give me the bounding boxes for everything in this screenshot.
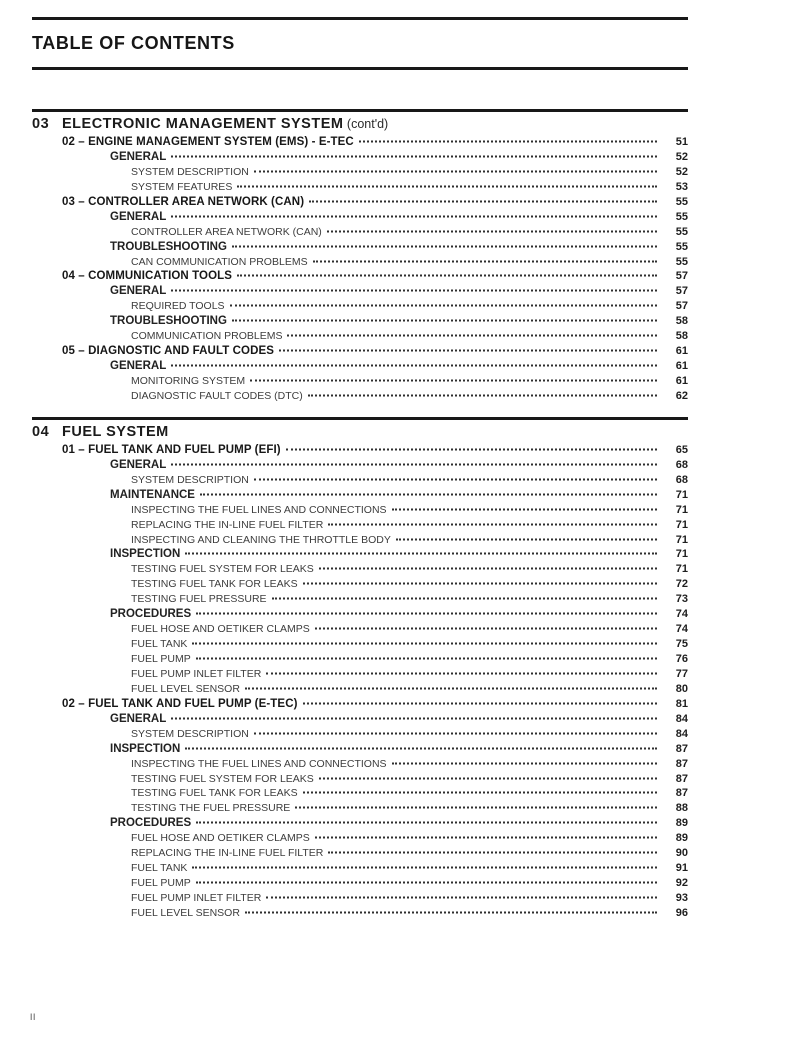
dotted-leader xyxy=(245,687,657,689)
toc-entry xyxy=(32,473,688,488)
entry-label: FUEL HOSE AND OETIKER CLAMPS xyxy=(131,832,310,845)
dotted-leader xyxy=(392,762,657,764)
dotted-leader xyxy=(171,463,657,465)
entry-page: 68 xyxy=(675,458,688,471)
toc-entry xyxy=(32,150,688,165)
dotted-leader xyxy=(313,260,657,262)
section-title-wrap xyxy=(62,422,169,442)
toc-entry xyxy=(32,547,688,562)
toc-entry xyxy=(32,667,688,682)
entry-label: PROCEDURES xyxy=(110,608,192,621)
dotted-leader xyxy=(171,365,657,367)
toc-entry xyxy=(32,458,688,473)
toc-entry xyxy=(32,876,688,891)
entry-page: 91 xyxy=(675,862,688,875)
entry-label: FUEL HOSE AND OETIKER CLAMPS xyxy=(131,623,310,636)
entry-page: 87 xyxy=(675,742,688,755)
dotted-leader xyxy=(196,613,657,615)
section-entries xyxy=(32,443,688,921)
toc-entry xyxy=(32,359,688,374)
toc-entry xyxy=(32,210,688,225)
entry-label: MAINTENANCE xyxy=(110,488,195,501)
dotted-leader xyxy=(171,717,657,719)
entry-page: 89 xyxy=(675,817,688,830)
entry-page: 80 xyxy=(675,682,688,695)
dotted-leader xyxy=(171,215,657,217)
entry-label: 02 – FUEL TANK AND FUEL PUMP (E-TEC) xyxy=(62,697,298,710)
dotted-leader xyxy=(315,628,657,630)
dotted-leader xyxy=(315,837,657,839)
dotted-leader xyxy=(303,702,657,704)
entry-label: PROCEDURES xyxy=(110,817,192,830)
entry-label: 05 – DIAGNOSTIC AND FAULT CODES xyxy=(62,345,275,358)
toc-entry xyxy=(32,637,688,652)
dotted-leader xyxy=(171,155,657,157)
entry-label: FUEL LEVEL SENSOR xyxy=(131,682,240,695)
entry-label: TESTING FUEL PRESSURE xyxy=(131,593,267,606)
dotted-leader xyxy=(309,200,657,202)
entry-page: 71 xyxy=(675,548,688,561)
toc-entry xyxy=(32,831,688,846)
dotted-leader xyxy=(237,275,657,277)
toc-entry xyxy=(32,772,688,787)
entry-page: 92 xyxy=(675,877,688,890)
entry-page: 75 xyxy=(675,638,688,651)
dotted-leader xyxy=(254,732,657,734)
entry-label: REPLACING THE IN-LINE FUEL FILTER xyxy=(131,518,324,531)
toc-entry xyxy=(32,180,688,195)
entry-page: 71 xyxy=(675,533,688,546)
entry-page: 55 xyxy=(675,210,688,223)
toc-entry xyxy=(32,195,688,210)
entry-label: 04 – COMMUNICATION TOOLS xyxy=(62,270,233,283)
dotted-leader xyxy=(266,672,657,674)
dotted-leader xyxy=(254,478,657,480)
entry-label: MONITORING SYSTEM xyxy=(131,375,246,387)
toc-entry xyxy=(32,727,688,742)
entry-label: FUEL TANK xyxy=(131,862,188,875)
entry-label: FUEL PUMP xyxy=(131,877,191,890)
entry-label: FUEL PUMP xyxy=(131,653,191,665)
toc-sections xyxy=(32,109,688,921)
entry-label: SYSTEM DESCRIPTION xyxy=(131,165,249,178)
entry-page: 96 xyxy=(675,906,688,919)
toc-entry xyxy=(32,299,688,314)
entry-page: 61 xyxy=(675,360,688,373)
dotted-leader xyxy=(319,777,657,779)
entry-label: GENERAL xyxy=(110,285,167,298)
section-title: ELECTRONIC MANAGEMENT SYSTEM xyxy=(62,116,344,132)
dotted-leader xyxy=(254,170,657,172)
dotted-leader xyxy=(303,792,657,794)
entry-page: 90 xyxy=(675,847,688,860)
entry-page: 71 xyxy=(675,503,688,516)
dotted-leader xyxy=(272,598,657,600)
section-title-wrap xyxy=(62,114,388,134)
dotted-leader xyxy=(232,320,657,322)
entry-label: REQUIRED TOOLS xyxy=(131,300,225,313)
toc-entry xyxy=(32,592,688,607)
entry-label: 03 – CONTROLLER AREA NETWORK (CAN) xyxy=(62,195,305,208)
entry-label: TESTING FUEL TANK FOR LEAKS xyxy=(131,578,298,591)
entry-page: 58 xyxy=(675,330,688,343)
section-entries xyxy=(32,135,688,404)
toc-entry xyxy=(32,284,688,299)
entry-label: CAN COMMUNICATION PROBLEMS xyxy=(131,255,308,268)
dotted-leader xyxy=(295,807,657,809)
toc-entry xyxy=(32,314,688,329)
toc-entry xyxy=(32,225,688,240)
entry-page: 76 xyxy=(675,653,688,665)
toc-entry xyxy=(32,652,688,667)
entry-page: 52 xyxy=(675,165,688,178)
entry-page: 55 xyxy=(675,240,688,253)
entry-label: FUEL TANK xyxy=(131,638,188,651)
entry-label: INSPECTION xyxy=(110,548,181,561)
dotted-leader xyxy=(359,141,657,143)
toc-entry xyxy=(32,374,688,389)
entry-page: 58 xyxy=(675,315,688,328)
toc-entry xyxy=(32,562,688,577)
entry-label: TESTING FUEL TANK FOR LEAKS xyxy=(131,787,298,800)
entry-label: INSPECTING THE FUEL LINES AND CONNECTIONS xyxy=(131,757,387,770)
toc-entry xyxy=(32,801,688,816)
dotted-leader xyxy=(245,911,657,913)
entry-page: 71 xyxy=(675,488,688,501)
entry-label: SYSTEM FEATURES xyxy=(131,180,233,193)
toc-entry xyxy=(32,329,688,344)
entry-label: FUEL PUMP INLET FILTER xyxy=(131,892,262,904)
section-heading xyxy=(32,421,688,442)
entry-page: 74 xyxy=(675,608,688,621)
toc-entry xyxy=(32,165,688,180)
dotted-leader xyxy=(196,658,657,660)
entry-label: DIAGNOSTIC FAULT CODES (DTC) xyxy=(131,389,303,402)
entry-label: INSPECTION xyxy=(110,742,181,755)
footer-page-number: II xyxy=(30,1012,37,1022)
toc-entry xyxy=(32,712,688,727)
toc-entry xyxy=(32,255,688,270)
entry-page: 57 xyxy=(675,285,688,298)
entry-page: 55 xyxy=(675,195,688,208)
entry-page: 87 xyxy=(675,787,688,800)
toc-entry xyxy=(32,891,688,906)
entry-page: 71 xyxy=(675,563,688,576)
entry-label: TESTING THE FUEL PRESSURE xyxy=(131,802,291,815)
entry-label: GENERAL xyxy=(110,360,167,373)
entry-label: GENERAL xyxy=(110,712,167,725)
section-rule xyxy=(32,109,688,112)
entry-page: 74 xyxy=(675,623,688,636)
dotted-leader xyxy=(303,583,657,585)
toc-entry xyxy=(32,742,688,757)
dotted-leader xyxy=(328,852,657,854)
entry-page: 72 xyxy=(675,578,688,591)
toc-entry xyxy=(32,488,688,503)
dotted-leader xyxy=(308,394,657,396)
entry-page: 65 xyxy=(675,443,688,456)
toc-entry xyxy=(32,786,688,801)
entry-page: 89 xyxy=(675,832,688,845)
entry-label: FUEL PUMP INLET FILTER xyxy=(131,667,262,680)
entry-page: 62 xyxy=(675,389,688,402)
dotted-leader xyxy=(328,523,657,525)
entry-page: 51 xyxy=(675,136,688,148)
toc-entry xyxy=(32,443,688,458)
dotted-leader xyxy=(230,305,657,307)
entry-page: 52 xyxy=(675,150,688,163)
entry-label: GENERAL xyxy=(110,458,167,471)
toc-entry xyxy=(32,607,688,622)
entry-page: 53 xyxy=(675,180,688,193)
entry-page: 61 xyxy=(675,375,688,387)
entry-page: 55 xyxy=(675,225,688,238)
dotted-leader xyxy=(396,538,657,540)
dotted-leader xyxy=(171,290,657,292)
toc-entry xyxy=(32,389,688,404)
dotted-leader xyxy=(279,350,657,352)
entry-page: 87 xyxy=(675,772,688,785)
entry-label: TESTING FUEL SYSTEM FOR LEAKS xyxy=(131,563,314,576)
dotted-leader xyxy=(327,230,657,232)
entry-label: INSPECTING THE FUEL LINES AND CONNECTIONS xyxy=(131,503,387,516)
toc-entry xyxy=(32,697,688,712)
entry-label: COMMUNICATION PROBLEMS xyxy=(131,330,283,343)
toc-entry xyxy=(32,135,688,150)
dotted-leader xyxy=(266,897,657,899)
entry-label: INSPECTING AND CLEANING THE THROTTLE BODY xyxy=(131,533,391,546)
section-heading xyxy=(32,113,688,134)
entry-label: GENERAL xyxy=(110,150,167,163)
entry-page: 57 xyxy=(675,270,688,283)
dotted-leader xyxy=(237,185,657,187)
entry-label: 02 – ENGINE MANAGEMENT SYSTEM (EMS) - E-TEC xyxy=(62,136,354,148)
section-number: 04 xyxy=(32,423,50,440)
entry-page: 88 xyxy=(675,802,688,815)
entry-page: 57 xyxy=(675,300,688,313)
section-title: FUEL SYSTEM xyxy=(62,423,169,440)
entry-page: 87 xyxy=(675,757,688,770)
dotted-leader xyxy=(192,867,657,869)
entry-page: 93 xyxy=(675,892,688,904)
entry-page: 71 xyxy=(675,518,688,531)
entry-label: TROUBLESHOOTING xyxy=(110,240,227,253)
entry-page: 73 xyxy=(675,593,688,606)
toc-page xyxy=(32,17,688,921)
toc-entry xyxy=(32,682,688,697)
toc-entry xyxy=(32,757,688,772)
entry-page: 77 xyxy=(675,667,688,680)
dotted-leader xyxy=(392,508,657,510)
dotted-leader xyxy=(232,245,657,247)
section-number: 03 xyxy=(32,116,50,132)
toc-entry xyxy=(32,240,688,255)
toc-section xyxy=(32,109,688,404)
entry-label: REPLACING THE IN-LINE FUEL FILTER xyxy=(131,847,324,860)
title-rule-bottom xyxy=(32,67,688,70)
entry-page: 81 xyxy=(675,697,688,710)
entry-label: FUEL LEVEL SENSOR xyxy=(131,906,240,919)
toc-entry xyxy=(32,906,688,921)
toc-entry xyxy=(32,861,688,876)
dotted-leader xyxy=(185,747,657,749)
entry-page: 61 xyxy=(675,345,688,358)
toc-entry xyxy=(32,622,688,637)
toc-entry xyxy=(32,269,688,284)
entry-page: 84 xyxy=(675,712,688,725)
toc-entry xyxy=(32,344,688,359)
toc-entry xyxy=(32,533,688,548)
toc-entry xyxy=(32,518,688,533)
toc-section xyxy=(32,417,688,921)
dotted-leader xyxy=(287,335,657,337)
entry-page: 55 xyxy=(675,255,688,268)
dotted-leader xyxy=(319,568,657,570)
entry-label: SYSTEM DESCRIPTION xyxy=(131,473,249,486)
entry-label: TROUBLESHOOTING xyxy=(110,315,227,328)
dotted-leader xyxy=(196,882,657,884)
entry-page: 68 xyxy=(675,473,688,486)
toc-entry xyxy=(32,816,688,831)
section-rule xyxy=(32,417,688,420)
toc-entry xyxy=(32,846,688,861)
section-title-suffix: (cont'd) xyxy=(343,117,389,131)
entry-label: 01 – FUEL TANK AND FUEL PUMP (EFI) xyxy=(62,443,281,456)
dotted-leader xyxy=(250,380,657,382)
dotted-leader xyxy=(185,553,657,555)
entry-label: TESTING FUEL SYSTEM FOR LEAKS xyxy=(131,772,314,785)
entry-label: SYSTEM DESCRIPTION xyxy=(131,727,249,740)
dotted-leader xyxy=(200,493,657,495)
toc-entry xyxy=(32,503,688,518)
dotted-leader xyxy=(192,643,657,645)
dotted-leader xyxy=(286,448,657,450)
page-title: TABLE OF CONTENTS xyxy=(32,33,235,53)
entry-label: CONTROLLER AREA NETWORK (CAN) xyxy=(131,225,322,238)
toc-entry xyxy=(32,577,688,592)
entry-label: GENERAL xyxy=(110,210,167,223)
entry-page: 84 xyxy=(675,727,688,740)
dotted-leader xyxy=(196,822,657,824)
